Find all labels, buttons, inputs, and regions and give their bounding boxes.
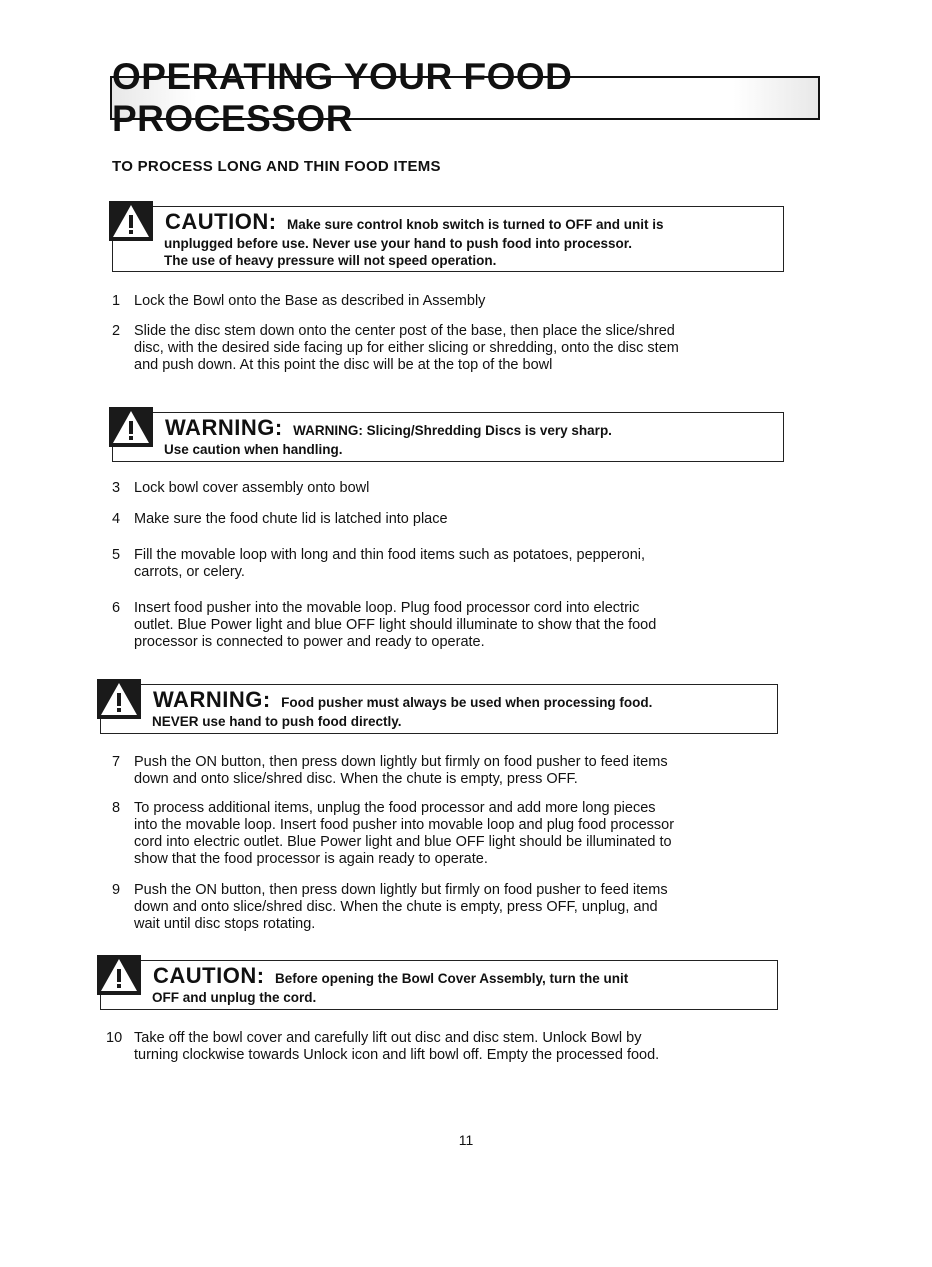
step-text-line: down and onto slice/shred disc. When the chute is empty, press OFF.: [134, 771, 578, 787]
step-number: 1: [112, 293, 121, 309]
step-text-line: carrots, or celery.: [134, 564, 245, 580]
step-number: 7: [112, 754, 121, 770]
step-text-line: Insert food pusher into the movable loop. Plug food processor cord into electric: [134, 600, 640, 616]
notice-label: CAUTION:: [153, 963, 265, 988]
step-number: 6: [112, 600, 121, 616]
warning-triangle-icon: [109, 407, 153, 447]
page-title: OPERATING YOUR FOOD PROCESSOR: [112, 56, 573, 139]
page-title-banner: [110, 56, 820, 139]
step-text-line: outlet. Blue Power light and blue OFF light should illuminate to show that the food: [134, 617, 657, 633]
step-text-line: Push the ON button, then press down lightly but firmly on food pusher to feed items: [134, 754, 668, 770]
step-text-line: To process additional items, unplug the food processor and add more long pieces: [134, 800, 656, 816]
warning-notice-2: [100, 684, 778, 734]
notice-label: WARNING:: [165, 415, 283, 440]
step-number: 4: [112, 511, 121, 527]
step-text-line: into the movable loop. Insert food pusher into movable loop and plug food processor: [134, 817, 675, 833]
step-text-line: Make sure the food chute lid is latched into place: [134, 511, 448, 527]
step-text-line: wait until disc stops rotating.: [134, 916, 316, 932]
notice-label: CAUTION:: [165, 209, 277, 234]
step-text-line: processor is connected to power and ready to operate.: [134, 634, 485, 650]
step-text-line: Slide the disc stem down onto the center post of the base, then place the slice/shred: [134, 323, 675, 339]
notice-text-line: The use of heavy pressure will not speed operation.: [164, 253, 497, 268]
step-text-line: disc, with the desired side facing up for either slicing or shredding, onto the disc stem: [134, 340, 679, 356]
step-number: 10: [106, 1030, 123, 1046]
step-text-line: Take off the bowl cover and carefully lift out disc and disc stem. Unlock Bowl by: [134, 1030, 642, 1046]
notice-text-line: unplugged before use. Never use your hand to push food into processor.: [164, 236, 633, 251]
caution-notice-1: [112, 206, 784, 272]
notice-label: WARNING:: [153, 687, 271, 712]
step-text-line: turning clockwise towards Unlock icon and lift bowl off. Empty the processed food.: [134, 1047, 660, 1063]
step-number: 8: [112, 800, 121, 816]
notice-text-line: Before opening the Bowl Cover Assembly, turn the unit: [275, 971, 629, 986]
notice-text-line: NEVER use hand to push food directly.: [152, 714, 402, 729]
step-number: 3: [112, 480, 121, 496]
warning-triangle-icon: [97, 955, 141, 995]
step-number: 5: [112, 547, 121, 563]
notice-text-line: OFF and unplug the cord.: [152, 990, 317, 1005]
warning-triangle-icon: [109, 201, 153, 241]
notice-text-line: WARNING: Slicing/Shredding Discs is very sharp.: [293, 423, 612, 438]
step-number: 9: [112, 882, 121, 898]
notice-text-line: Food pusher must always be used when processing food.: [281, 695, 653, 710]
step-text-line: Lock the Bowl onto the Base as described in Assembly: [134, 293, 486, 309]
page-number: 11: [458, 1132, 474, 1148]
notice-text-line: Make sure control knob switch is turned to OFF and unit is: [287, 217, 664, 232]
section-heading: TO PROCESS LONG AND THIN FOOD ITEMS: [112, 158, 441, 175]
step-text-line: Lock bowl cover assembly onto bowl: [134, 480, 370, 496]
step-text-line: Push the ON button, then press down lightly but firmly on food pusher to feed items: [134, 882, 668, 898]
warning-notice-1: [112, 412, 784, 462]
notice-text-line: Use caution when handling.: [164, 442, 343, 457]
step-text-line: show that the food processor is again ready to operate.: [134, 851, 488, 867]
caution-notice-2: [100, 960, 778, 1010]
warning-triangle-icon: [97, 679, 141, 719]
step-text-line: Fill the movable loop with long and thin food items such as potatoes, pepperoni,: [134, 547, 646, 563]
step-text-line: cord into electric outlet. Blue Power light and blue OFF light should be illuminated to: [134, 834, 672, 850]
step-text-line: down and onto slice/shred disc. When the chute is empty, press OFF, unplug, and: [134, 899, 658, 915]
step-number: 2: [112, 323, 121, 339]
step-text-line: and push down. At this point the disc will be at the top of the bowl: [134, 357, 553, 373]
